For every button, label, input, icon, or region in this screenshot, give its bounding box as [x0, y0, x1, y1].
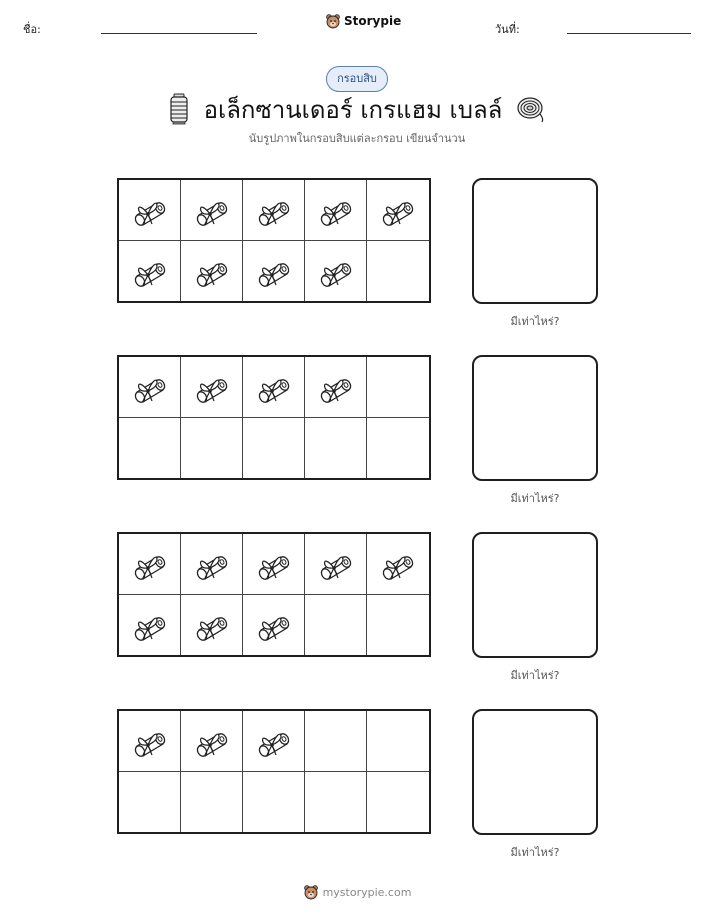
frame-cell: [367, 534, 429, 595]
date-line[interactable]: [567, 33, 691, 34]
scroll-icon: [190, 545, 234, 583]
answer-box-1[interactable]: [472, 178, 598, 304]
frame-cell: [243, 711, 305, 772]
frame-cell: [243, 241, 305, 302]
scroll-icon: [252, 606, 296, 644]
frame-cell: [181, 418, 243, 479]
answer-box-2[interactable]: [472, 355, 598, 481]
scroll-icon: [252, 252, 296, 290]
frame-cell: [305, 772, 367, 833]
bear-mascot-icon: [303, 884, 319, 900]
scroll-icon: [190, 368, 234, 406]
coiled-wire-icon: [516, 95, 546, 123]
question-label-3: มีเท่าไหร่?: [510, 669, 560, 682]
frame-cell: [305, 180, 367, 241]
name-line[interactable]: [101, 33, 257, 34]
frame-cell: [181, 534, 243, 595]
frame-cell: [305, 241, 367, 302]
frame-cell: [181, 595, 243, 656]
frame-cell: [367, 180, 429, 241]
frame-cell: [305, 534, 367, 595]
frame-cell: [367, 357, 429, 418]
frame-cell: [181, 357, 243, 418]
frame-cell: [243, 180, 305, 241]
question-label-4: มีเท่าไหร่?: [510, 846, 560, 859]
answer-box-4[interactable]: [472, 709, 598, 835]
frame-cell: [367, 711, 429, 772]
frame-cell: [181, 180, 243, 241]
scroll-icon: [314, 191, 358, 229]
scroll-icon: [376, 191, 420, 229]
scroll-icon: [190, 252, 234, 290]
frame-cell: [243, 534, 305, 595]
frame-cell: [243, 772, 305, 833]
scroll-icon: [376, 545, 420, 583]
ten-frame-3: [117, 532, 431, 657]
frame-cell: [119, 357, 181, 418]
name-label: ชื่อ:: [23, 23, 41, 36]
frame-cell: [305, 357, 367, 418]
brand-logo: [325, 13, 401, 29]
scroll-icon: [128, 368, 172, 406]
frame-cell: [367, 595, 429, 656]
scroll-icon: [128, 606, 172, 644]
frame-cell: [119, 534, 181, 595]
scroll-icon: [128, 722, 172, 760]
title-row: [0, 89, 714, 129]
frame-cell: [305, 418, 367, 479]
scroll-icon: [128, 545, 172, 583]
frame-cell: [305, 711, 367, 772]
frame-cell: [305, 595, 367, 656]
scroll-icon: [314, 545, 358, 583]
scroll-icon: [128, 252, 172, 290]
frame-cell: [181, 241, 243, 302]
frame-cell: [181, 711, 243, 772]
scroll-icon: [252, 368, 296, 406]
frame-cell: [367, 772, 429, 833]
frame-cell: [367, 418, 429, 479]
frame-cell: [119, 241, 181, 302]
scroll-icon: [252, 722, 296, 760]
frame-cell: [367, 241, 429, 302]
ten-frame-1: [117, 178, 431, 303]
scroll-icon: [252, 545, 296, 583]
scroll-icon: [314, 252, 358, 290]
bear-mascot-icon: [325, 13, 341, 29]
scroll-icon: [314, 368, 358, 406]
footer: [0, 884, 714, 900]
frame-cell: [181, 772, 243, 833]
brand-name: Storypie: [344, 14, 402, 28]
frame-cell: [119, 772, 181, 833]
ten-frame-2: [117, 355, 431, 480]
instructions: นับรูปภาพในกรอบสิบแต่ละกรอบ เขียนจำนวน: [248, 132, 466, 145]
footer-url: mystorypie.com: [322, 885, 412, 899]
telephone-stack-icon: [168, 93, 190, 125]
frame-cell: [119, 711, 181, 772]
question-label-1: มีเท่าไหร่?: [510, 315, 560, 328]
frame-cell: [243, 357, 305, 418]
frame-cell: [119, 180, 181, 241]
date-label: วันที่:: [495, 23, 520, 36]
page-title: อเล็กซานเดอร์ เกรแฮม เบลล์: [203, 95, 503, 124]
question-label-2: มีเท่าไหร่?: [510, 492, 560, 505]
frame-cell: [243, 595, 305, 656]
scroll-icon: [190, 606, 234, 644]
frame-cell: [243, 418, 305, 479]
frame-cell: [119, 595, 181, 656]
scroll-icon: [190, 722, 234, 760]
topic-badge: กรอบสิบ: [326, 66, 388, 92]
answer-box-3[interactable]: [472, 532, 598, 658]
scroll-icon: [190, 191, 234, 229]
scroll-icon: [128, 191, 172, 229]
frame-cell: [119, 418, 181, 479]
scroll-icon: [252, 191, 296, 229]
ten-frame-4: [117, 709, 431, 834]
